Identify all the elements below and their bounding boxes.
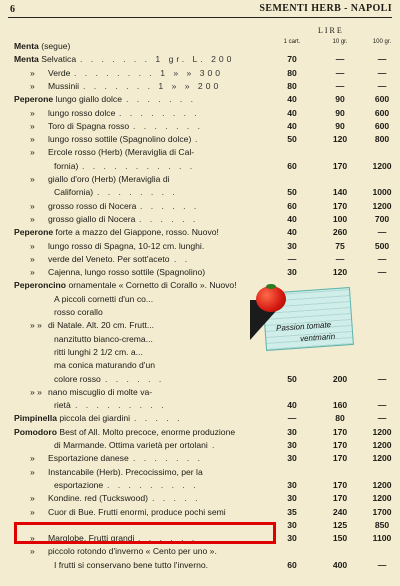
price-10g: 170 — [332, 453, 348, 464]
row-description: Instancabile (Herb). Precocissimo, per la — [48, 466, 203, 477]
row-description: fornia) — [54, 160, 79, 171]
row-description: Marglobe. Frutti grandi — [48, 533, 135, 544]
price-100g: 500 — [374, 240, 390, 251]
table-row — [0, 173, 400, 185]
leader-dots: . . . . . . . — [133, 120, 204, 131]
price-10g: 90 — [335, 120, 345, 131]
row-category: Menta — [14, 41, 39, 51]
row-description: lungo rosso sottile (Spagnolino dolce) — [48, 134, 192, 145]
row-description-rest: piccola dei giardini — [56, 413, 131, 424]
leader-dots: . . . . . . . . — [119, 107, 200, 118]
price-10g: 80 — [335, 413, 345, 424]
row-description: Verde — [48, 67, 71, 78]
row-category: Peperoncino — [14, 280, 67, 291]
ditto-mark: » — [30, 107, 35, 118]
price-10g: 90 — [335, 107, 345, 118]
price-10g: 170 — [332, 440, 348, 450]
ditto-mark: » — [30, 493, 35, 504]
highlight-box-marglobe — [14, 522, 276, 544]
price-1-packet: 40 — [287, 400, 297, 411]
price-10g: 75 — [335, 240, 345, 251]
price-1-packet: 80 — [287, 80, 297, 91]
ditto-mark: » — [30, 200, 35, 211]
row-description: lungo rosso di Spagna, 10-12 cm. lunghi. — [48, 240, 205, 251]
table-row — [0, 253, 400, 265]
leader-dots: . . . . . . — [105, 373, 165, 384]
row-description-rest: lungo giallo dolce — [53, 94, 122, 105]
ditto-mark: » — [30, 546, 35, 557]
ditto-mark: » — [30, 213, 35, 224]
table-row — [0, 40, 400, 52]
price-1-packet: 40 — [287, 227, 297, 238]
price-10g: 260 — [332, 227, 348, 238]
price-100g: 1200 — [372, 493, 392, 504]
tomato-icon — [256, 286, 286, 312]
ditto-mark: » — [30, 134, 35, 145]
table-row — [0, 133, 400, 145]
price-10g: 100 — [332, 213, 348, 224]
price-100g: — — [377, 400, 387, 411]
row-description: California) — [54, 187, 94, 198]
table-row — [0, 373, 400, 385]
row-description: piccolo rotondo d'inverno « Cento per uno ». — [48, 546, 217, 557]
table-row — [0, 200, 400, 212]
column-header-1-packet: 1 cart. — [283, 39, 301, 45]
row-category: Pomodoro — [14, 426, 57, 437]
row-description-rest: (segue) — [38, 41, 71, 51]
sticker-text-1: Passion tomate — [275, 320, 332, 333]
row-description: A piccoli cornetti d'un co... — [54, 293, 154, 304]
price-100g: — — [377, 267, 387, 278]
price-1-packet: 40 — [287, 120, 297, 131]
table-row — [0, 399, 400, 411]
ditto-mark: » — [30, 533, 35, 544]
row-description-rest: ornamentale « Cornetto di Corallo ». Nuovo! — [66, 280, 237, 291]
price-1-packet: 30 — [287, 267, 297, 278]
price-100g: 1200 — [372, 453, 392, 464]
row-category: Peperone — [14, 227, 54, 238]
price-1-packet: 50 — [287, 187, 297, 198]
price-1-packet: — — [287, 413, 297, 424]
row-description: rietà — [54, 400, 71, 411]
price-1-packet: 50 — [287, 373, 297, 384]
table-row — [0, 452, 400, 464]
row-description: Mussinii — [48, 80, 80, 91]
row-description-rest: forte a mazzo del Giappone, rosso. Nuovo! — [53, 227, 219, 238]
price-10g: 170 — [332, 160, 348, 171]
price-100g: 1200 — [372, 200, 392, 211]
price-100g: — — [377, 227, 387, 238]
table-row — [0, 359, 400, 371]
sticker-text-2: ventmarin — [299, 331, 336, 344]
row-description: nano miscuglio di molte va- — [48, 386, 153, 397]
row-description: grosso rosso di Nocera — [48, 200, 137, 211]
row-description — [14, 53, 76, 65]
leader-dots: . . . . . . — [139, 213, 199, 224]
row-description: di Marmande. Ottima varietà per ortolani — [54, 440, 208, 450]
ditto-mark: » » — [30, 320, 42, 331]
price-10g: 400 — [332, 559, 348, 570]
table-row — [0, 479, 400, 491]
price-100g: — — [377, 67, 387, 78]
ditto-mark: » — [30, 147, 35, 158]
table-row — [0, 506, 400, 518]
price-100g: 600 — [374, 120, 390, 131]
leader-dots: . . . . . . . 1 » » 200 — [83, 80, 222, 91]
table-row — [0, 160, 400, 172]
row-description: I frutti si conservano bene tutto l'inverno. — [54, 559, 209, 570]
price-100g: 1200 — [372, 160, 392, 171]
price-10g: 170 — [332, 493, 348, 504]
price-10g: 170 — [332, 200, 348, 211]
row-description — [14, 40, 70, 52]
tomato-sticker — [248, 286, 352, 352]
leader-dots: . . . . . . . . . — [107, 479, 199, 490]
row-category: Pimpinella — [14, 413, 57, 424]
ditto-mark: » — [30, 253, 35, 264]
price-1-packet: 50 — [287, 134, 297, 145]
row-description — [14, 426, 235, 438]
price-100g: — — [377, 54, 387, 65]
price-100g: 700 — [374, 213, 390, 224]
row-description: Toro di Spagna rosso — [48, 120, 130, 131]
price-10g: 140 — [332, 187, 348, 198]
price-100g: — — [377, 253, 387, 264]
row-description: Cuor di Bue. Frutti enormi, produce pochi semi — [48, 506, 226, 517]
table-row — [0, 53, 400, 65]
leader-dots: . . . . . . — [140, 200, 200, 211]
row-description: ritti lunghi 2 1/2 cm. a... — [54, 346, 143, 357]
price-1-packet: 30 — [287, 533, 297, 544]
column-header-10g: 10 gr. — [332, 39, 348, 45]
table-row — [0, 80, 400, 92]
price-1-packet: 30 — [287, 440, 297, 450]
row-description: lungo rosso dolce — [48, 107, 116, 118]
table-row — [0, 426, 400, 438]
price-100g: — — [377, 559, 387, 570]
leader-dots: . . . . . . . — [126, 94, 197, 105]
price-10g: — — [335, 80, 345, 91]
header-rule — [8, 17, 392, 18]
row-description: Ercole rosso (Herb) (Meraviglia di Cal- — [48, 147, 195, 158]
price-100g: 850 — [374, 519, 390, 530]
table-row — [0, 226, 400, 238]
price-10g: 240 — [332, 506, 348, 517]
ditto-mark: » — [30, 67, 35, 78]
leader-dots: . . . . . . . . 1 » » 300 — [74, 67, 224, 78]
row-description: Kondine. red (Tuckswood) — [48, 493, 148, 504]
row-description: verde del Veneto. Per sott'aceto — [48, 253, 170, 264]
price-10g: 170 — [332, 426, 348, 437]
price-10g: — — [335, 54, 345, 65]
leader-dots: . . . . . — [152, 493, 201, 504]
leader-dots: . . . . . . . — [133, 453, 204, 464]
price-100g: 1000 — [372, 187, 392, 198]
price-10g: 170 — [332, 479, 348, 490]
leader-dots: . . — [174, 253, 191, 264]
leader-dots: . . . . . . . 1 gr. L. 200 — [80, 54, 235, 65]
row-description: colore rosso — [54, 373, 101, 384]
page-number: 6 — [10, 4, 15, 15]
table-row — [0, 240, 400, 252]
table-row — [0, 492, 400, 504]
table-row — [0, 146, 400, 158]
page-header-title: SEMENTI HERB - NAPOLI — [259, 3, 392, 14]
row-description: ma conica maturando d'un — [54, 360, 156, 371]
row-description: esportazione — [54, 479, 104, 490]
table-row — [0, 120, 400, 132]
ditto-mark: » — [30, 174, 35, 184]
ditto-mark: » — [30, 80, 35, 91]
price-1-packet: 30 — [287, 240, 297, 251]
price-10g: — — [335, 253, 345, 264]
price-10g: 120 — [332, 134, 348, 145]
price-1-packet: 40 — [287, 107, 297, 118]
price-100g: — — [377, 373, 387, 384]
row-description: Esportazione danese — [48, 453, 129, 464]
price-100g: — — [377, 80, 387, 91]
price-100g: 600 — [374, 107, 390, 118]
row-description — [14, 412, 130, 424]
price-10g: 160 — [332, 400, 348, 411]
leader-dots: . . . . . . . . . . . — [82, 160, 196, 171]
ditto-mark: » » — [30, 386, 42, 397]
row-description: rosso corallo — [54, 307, 103, 317]
price-100g: 1200 — [372, 479, 392, 490]
price-10g: 120 — [332, 267, 348, 278]
row-description: grosso giallo di Nocera — [48, 213, 136, 224]
row-description: di Natale. Alt. 20 cm. Frutt... — [48, 320, 155, 331]
leader-dots: . . . . . . . . . — [75, 400, 167, 411]
price-100g: 1100 — [372, 533, 392, 544]
table-row — [0, 186, 400, 198]
ditto-mark: » — [30, 120, 35, 131]
price-1-packet: 60 — [287, 200, 297, 211]
price-1-packet: 40 — [287, 94, 297, 105]
table-row — [0, 559, 400, 571]
leader-dots: . . . . . . . . — [97, 187, 178, 198]
price-1-packet: 30 — [287, 479, 297, 490]
column-header-100g: 100 gr. — [372, 39, 392, 45]
price-10g: 200 — [332, 373, 348, 384]
table-row — [0, 386, 400, 398]
table-row — [0, 107, 400, 119]
price-10g: — — [335, 67, 345, 78]
price-100g: 600 — [374, 94, 390, 105]
row-description — [14, 226, 219, 238]
row-description: giallo d'oro (Herb) (Meraviglia di — [48, 174, 170, 184]
price-1-packet: 60 — [287, 160, 297, 171]
row-description — [14, 279, 237, 291]
row-category: Peperone — [14, 94, 54, 105]
table-row — [0, 545, 400, 557]
leader-dots: . — [212, 440, 218, 450]
row-description-rest: Selvatica — [38, 54, 77, 65]
price-1-packet: 60 — [287, 559, 297, 570]
leader-dots: . — [195, 134, 201, 145]
table-row — [0, 439, 400, 451]
price-1-packet: 35 — [287, 506, 297, 517]
ditto-mark: » — [30, 453, 35, 464]
price-1-packet: 40 — [287, 213, 297, 224]
price-1-packet: 80 — [287, 67, 297, 78]
price-100g: — — [377, 413, 387, 424]
price-10g: 150 — [332, 533, 348, 544]
ditto-mark: » — [30, 506, 35, 517]
table-row — [0, 466, 400, 478]
table-row — [0, 93, 400, 105]
price-100g: 800 — [374, 134, 390, 145]
row-description: nanzitutto bianco-crema... — [54, 333, 153, 344]
table-row — [0, 67, 400, 79]
row-description-rest: Best of All. Molto precoce, enorme produzione — [56, 426, 236, 437]
price-100g: 1200 — [372, 426, 392, 437]
price-10g: 125 — [332, 519, 348, 530]
tomato-stem-icon — [266, 284, 276, 289]
row-category: Menta — [14, 54, 39, 65]
row-description: Cajenna, lungo rosso sottile (Spagnolino) — [48, 267, 206, 278]
currency-label: LIRE — [318, 26, 344, 35]
price-1-packet: 30 — [287, 493, 297, 504]
price-1-packet: 30 — [287, 426, 297, 437]
row-description — [14, 93, 122, 105]
price-1-packet: 30 — [287, 453, 297, 464]
leader-dots: . . . . . . — [138, 533, 198, 544]
price-1-packet: 70 — [287, 54, 297, 65]
price-10g: 90 — [335, 94, 345, 105]
table-row — [0, 412, 400, 424]
price-1-packet: — — [287, 253, 297, 264]
table-row — [0, 266, 400, 278]
price-1-packet: 30 — [287, 519, 297, 530]
price-100g: 1200 — [372, 440, 392, 450]
ditto-mark: » — [30, 466, 35, 477]
leader-dots: . . . . . — [134, 413, 183, 424]
ditto-mark: » — [30, 267, 35, 278]
ditto-mark: » — [30, 240, 35, 251]
table-row — [0, 213, 400, 225]
price-100g: 1700 — [372, 506, 392, 517]
